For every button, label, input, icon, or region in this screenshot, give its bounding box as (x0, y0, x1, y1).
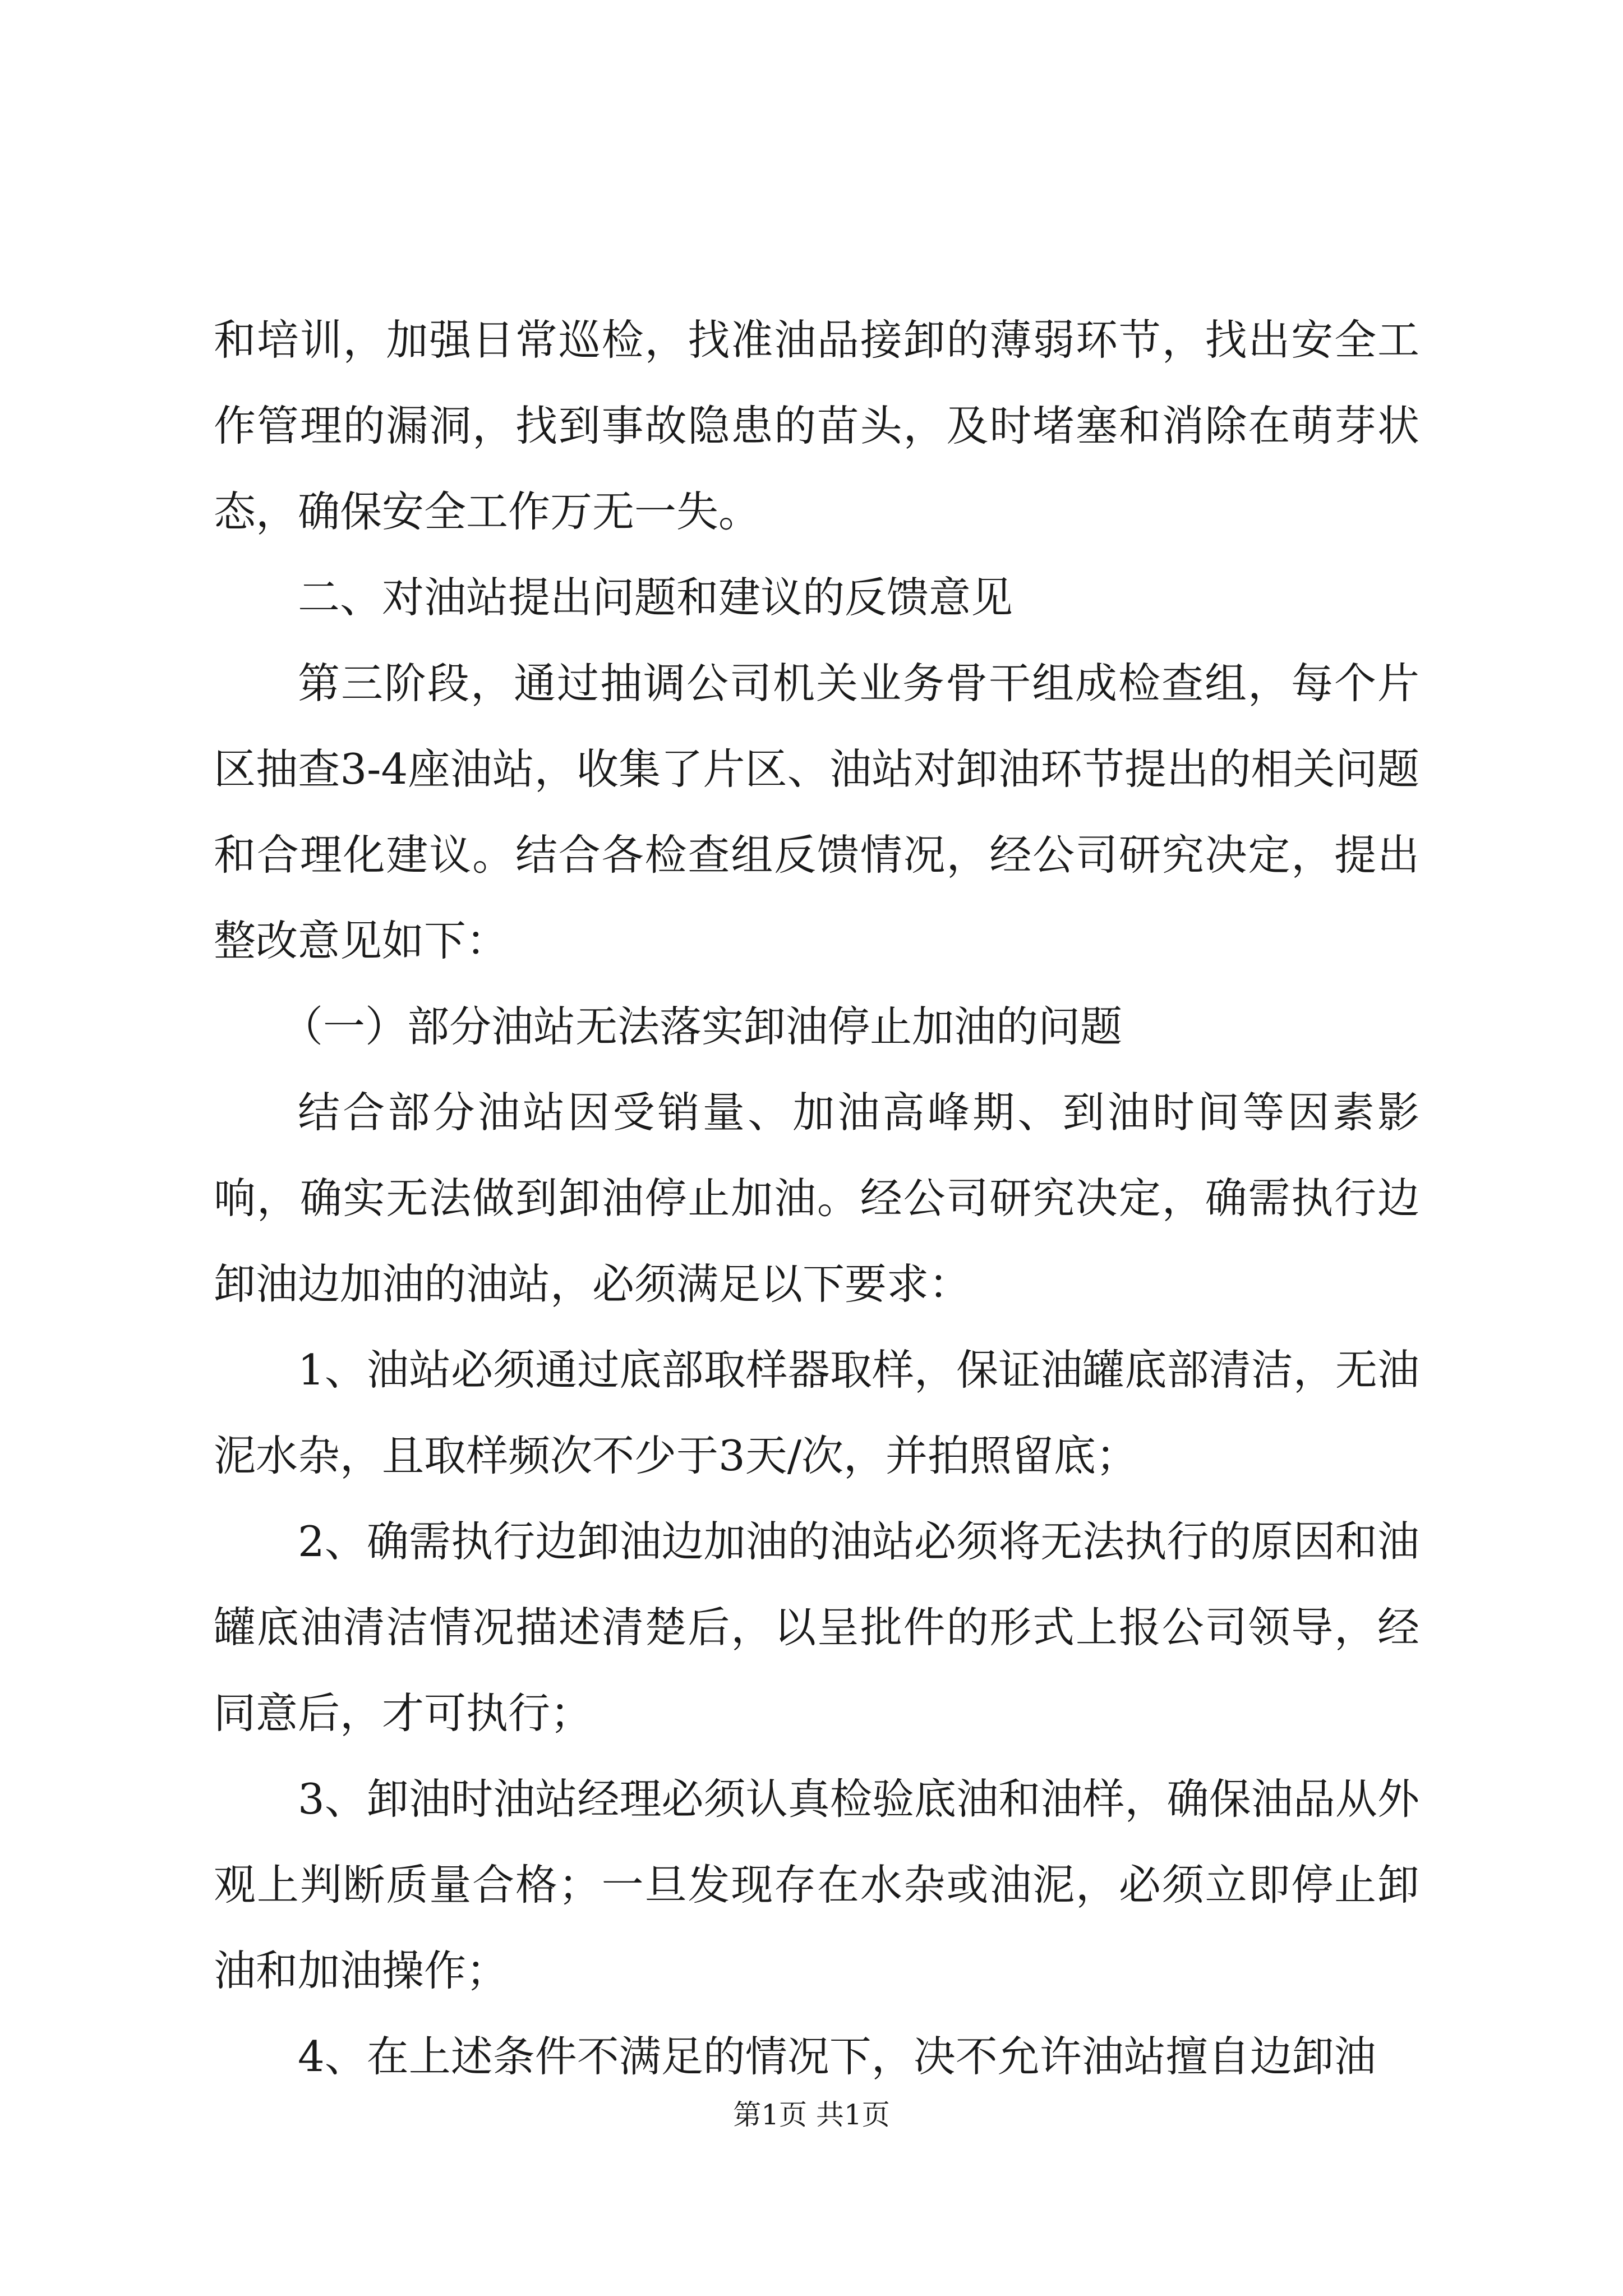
list-item-3: 3、卸油时油站经理必须认真检验底油和油样，确保油品从外观上判断质量合格；一旦发现存在水杂或油泥，必须立即停止卸油和加油操作； (214, 1774, 1419, 1995)
section-heading-feedback: 二、对油站提出问题和建议的反馈意见 (298, 573, 1013, 622)
page-number-label: 第1页 共1页 (733, 2099, 890, 2131)
page-footer (0, 2098, 1623, 2132)
paragraph-continuation: 和培训，加强日常巡检，找准油品接卸的薄弱环节，找出安全工作管理的漏洞，找到事故隐患的苗头，及时堵塞和消除在萌芽状态，确保安全工作万无一失。 (214, 315, 1419, 536)
list-item-1: 1、油站必须通过底部取样器取样，保证油罐底部清洁，无油泥水杂，且取样频次不少于3天/次，并拍照留底； (214, 1345, 1419, 1480)
subsection-heading-unloading: （一）部分油站无法落实卸油停止加油的问题 (281, 1002, 1123, 1051)
list-item-4: 4、在上述条件不满足的情况下，决不允许油站擅自边卸油 (298, 2032, 1376, 2081)
paragraph-phase-three: 第三阶段，通过抽调公司机关业务骨干组成检查组，每个片区抽查3-4座油站，收集了片区、油站对卸油环节提出的相关问题和合理化建议。结合各检查组反馈情况，经公司研究决定，提出整改意见如下： (214, 659, 1419, 965)
paragraph-requirements-intro: 结合部分油站因受销量、加油高峰期、到油时间等因素影响，确实无法做到卸油停止加油。经公司研究决定，确需执行边卸油边加油的油站，必须满足以下要求： (214, 1088, 1419, 1309)
list-item-2: 2、确需执行边卸油边加油的油站必须将无法执行的原因和油罐底油清洁情况描述清楚后，以呈批件的形式上报公司领导，经同意后，才可执行； (214, 1517, 1419, 1738)
document-body (214, 297, 1419, 2100)
